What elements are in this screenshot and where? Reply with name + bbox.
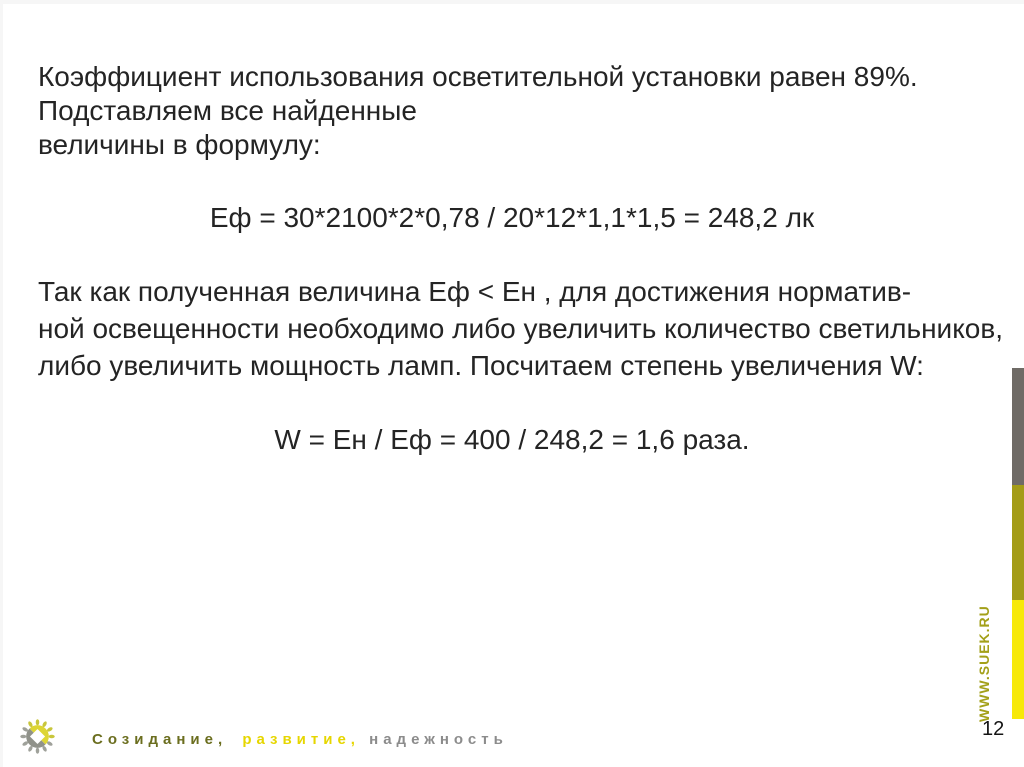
footer-slogan — [92, 731, 508, 748]
sidebar-bar-gray-segment — [1012, 368, 1024, 485]
slogan-word-creation: Созидание, — [92, 731, 228, 748]
slide-left-edge — [0, 0, 3, 767]
paragraph-conclusion-line2: ной освещенности необходимо либо увеличить количество светильников, — [38, 313, 1003, 344]
slogan-word-reliability: надежность — [369, 731, 508, 748]
site-url-vertical-text: WWW.SUEK.RU — [976, 605, 992, 722]
sidebar-bar-yellow-segment — [1012, 600, 1024, 719]
formula-w: W = Ен / Еф = 400 / 248,2 = 1,6 раза. — [274, 424, 750, 455]
paragraph-conclusion — [38, 273, 1003, 384]
slogan-word-development: развитие, — [242, 731, 360, 748]
sidebar-bar-olive-segment — [1012, 485, 1024, 600]
paragraph-conclusion-line1: Так как полученная величина Еф < Ен , для достижения норматив- — [38, 276, 912, 307]
paragraph-intro-line2: Подставляем все найденные — [38, 95, 417, 126]
paragraph-intro-line3: величины в формулу: — [38, 129, 321, 160]
slide-top-edge — [0, 0, 1024, 4]
formula-ef: Еф = 30*2100*2*0,78 / 20*12*1,1*1,5 = 248,2 лк — [209, 202, 815, 233]
paragraph-intro — [38, 60, 938, 162]
paragraph-conclusion-line3: либо увеличить мощность ламп. Посчитаем степень увеличения W: — [38, 350, 924, 381]
paragraph-intro-line1: Коэффициент использования осветительной установки равен 89%. — [38, 61, 918, 92]
suek-logo-icon — [19, 718, 56, 755]
page-number: 12 — [982, 718, 1005, 740]
